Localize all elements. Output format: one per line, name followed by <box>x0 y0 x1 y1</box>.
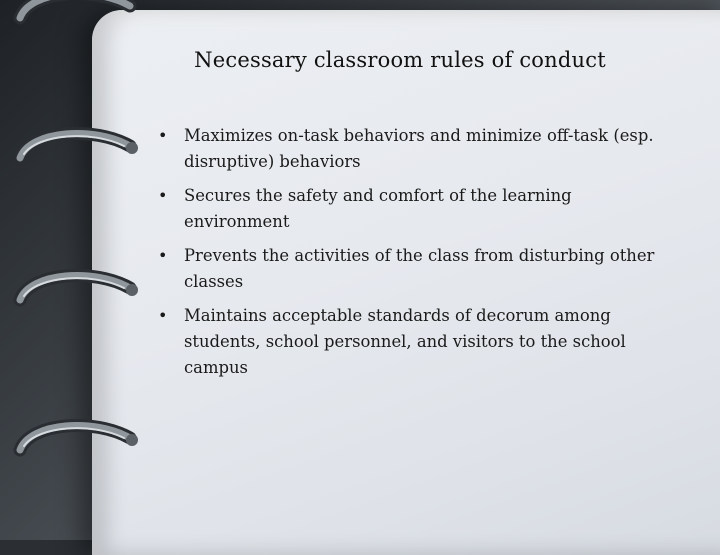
bullet-text: Prevents the activities of the class from disturbing other classes <box>184 246 655 291</box>
bullet-text: Maintains acceptable standards of decorum among students, school personnel, and visitors to the school campus <box>184 306 626 377</box>
list-item <box>158 123 678 175</box>
bullet-marker: • <box>158 306 168 325</box>
list-item <box>158 243 678 295</box>
binder-ring-1-icon <box>0 120 145 190</box>
slide-title: Necessary classroom rules of conduct <box>194 48 606 72</box>
bullet-marker: • <box>158 126 168 145</box>
list-item <box>158 303 678 381</box>
bullet-list <box>158 123 678 389</box>
binder-ring-4-icon <box>0 0 145 50</box>
bullet-text: Maximizes on-task behaviors and minimize off-task (esp. disruptive) behaviors <box>184 126 654 171</box>
binder-ring-2-icon <box>0 262 145 332</box>
list-item <box>158 183 678 235</box>
bullet-marker: • <box>158 246 168 265</box>
binder-ring-3-icon <box>0 412 145 482</box>
bullet-marker: • <box>158 186 168 205</box>
bullet-text: Secures the safety and comfort of the learning environment <box>184 186 572 231</box>
